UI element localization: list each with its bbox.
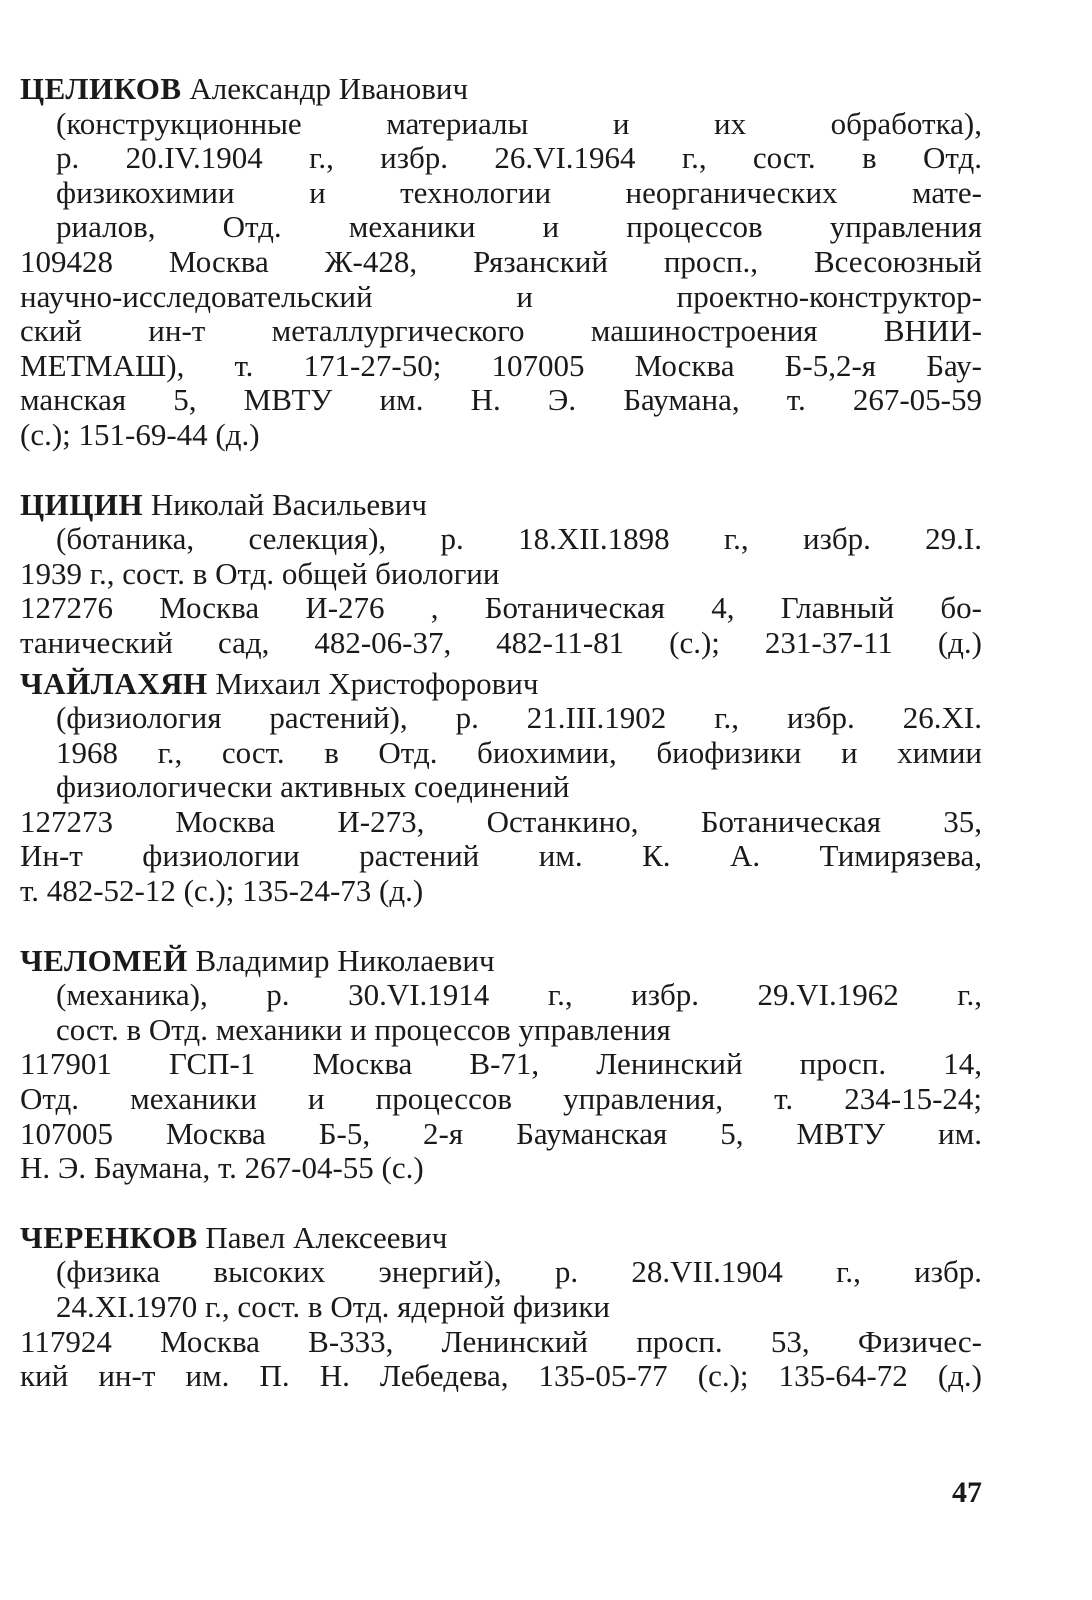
entry-given-name: Николай Васильевич bbox=[150, 486, 427, 522]
entry-line: научно-исследовательский и проектно-конструктор- bbox=[20, 278, 982, 314]
entry-heading bbox=[20, 944, 982, 979]
entry-line: физиологически активных соединений bbox=[56, 769, 570, 805]
entry-line: р. 20.IV.1904 г., избр. 26.VI.1964 г., сост. в Отд. bbox=[56, 140, 982, 176]
entry-line: кий ин-т им. П. Н. Лебедева, 135-05-77 (с.); 135-64-72 (д.) bbox=[20, 1358, 982, 1394]
entry-line: риалов, Отд. механики и процессов управления bbox=[56, 209, 982, 245]
entry-line: Отд. механики и процессов управления, т. 234-15-24; bbox=[20, 1081, 982, 1117]
entry-line: Ин-т физиологии растений им. К. А. Тимирязева, bbox=[20, 838, 982, 874]
entry-surname: ЧЕРЕНКОВ bbox=[20, 1219, 198, 1255]
entry-line: 127273 Москва И-273, Останкино, Ботаническая 35, bbox=[20, 803, 982, 839]
entry-line: 24.XI.1970 г., сост. в Отд. ядерной физики bbox=[56, 1289, 611, 1324]
entry-surname: ЦИЦИН bbox=[20, 486, 144, 522]
entry-given-name: Владимир Николаевич bbox=[195, 942, 495, 978]
entry-chelomei bbox=[20, 944, 982, 1186]
entry-line: 1939 г., сост. в Отд. общей биологии bbox=[20, 555, 500, 591]
entry-surname: ЦЕЛИКОВ bbox=[20, 71, 182, 106]
entry-heading bbox=[20, 72, 982, 107]
entry-cherenkov bbox=[20, 1221, 982, 1394]
entry-line: т. 482-52-12 (с.); 135-24-73 (д.) bbox=[20, 873, 424, 909]
entry-line: 107005 Москва Б-5, 2-я Бауманская 5, МВТУ им. bbox=[20, 1115, 982, 1151]
entry-line: МЕТМАШ), т. 171-27-50; 107005 Москва Б-5,2-я Бау- bbox=[20, 347, 982, 383]
entry-heading bbox=[20, 667, 982, 702]
entry-surname: ЧЕЛОМЕЙ bbox=[20, 942, 188, 978]
entry-line: (конструкционные материалы и их обработка), bbox=[56, 105, 982, 141]
entry-line: 1968 г., сост. в Отд. биохимии, биофизики и химии bbox=[56, 734, 982, 770]
entry-given-name: Павел Алексеевич bbox=[205, 1219, 448, 1255]
entry-tselikov bbox=[20, 72, 982, 453]
entry-line: 117901 ГСП-1 Москва В-71, Ленинский просп. 14, bbox=[20, 1046, 982, 1082]
entry-heading bbox=[20, 1221, 982, 1256]
entry-line: Н. Э. Баумана, т. 267-04-55 (с.) bbox=[20, 1150, 424, 1186]
entry-given-name: Александр Иванович bbox=[189, 71, 469, 106]
entry-line: 117924 Москва В-333, Ленинский просп. 53, Физичес- bbox=[20, 1323, 982, 1359]
entry-line: (физика высоких энергий), р. 28.VII.1904 г., избр. bbox=[56, 1254, 982, 1290]
entry-line: танический сад, 482-06-37, 482-11-81 (с.); 231-37-11 (д.) bbox=[20, 624, 982, 660]
entry-line: сост. в Отд. механики и процессов управления bbox=[56, 1011, 671, 1047]
entry-line: ский ин-т металлургического машиностроения ВНИИ- bbox=[20, 313, 982, 349]
directory-page bbox=[20, 72, 982, 1394]
entry-line: (механика), р. 30.VI.1914 г., избр. 29.VI.1962 г., bbox=[56, 977, 982, 1013]
entry-given-name: Михаил Христофорович bbox=[215, 665, 539, 701]
entry-surname: ЧАЙЛАХЯН bbox=[20, 665, 208, 701]
entry-line: 109428 Москва Ж-428, Рязанский просп., Всесоюзный bbox=[20, 243, 982, 279]
entry-chailakhyan bbox=[20, 667, 982, 909]
entry-line: манская 5, МВТУ им. Н. Э. Баумана, т. 267-05-59 bbox=[20, 382, 982, 418]
entry-line: 127276 Москва И-276 , Ботаническая 4, Главный бо- bbox=[20, 590, 982, 626]
entry-heading bbox=[20, 488, 982, 523]
entry-line: (физиология растений), р. 21.III.1902 г., избр. 26.XI. bbox=[56, 700, 982, 736]
entry-tsitsin bbox=[20, 488, 982, 661]
entry-line: физикохимии и технологии неорганических мате- bbox=[56, 174, 982, 210]
page-number: 47 bbox=[952, 1476, 982, 1509]
entry-line: (с.); 151-69-44 (д.) bbox=[20, 416, 260, 452]
entry-line: (ботаника, селекция), р. 18.XII.1898 г., избр. 29.I. bbox=[56, 521, 982, 557]
